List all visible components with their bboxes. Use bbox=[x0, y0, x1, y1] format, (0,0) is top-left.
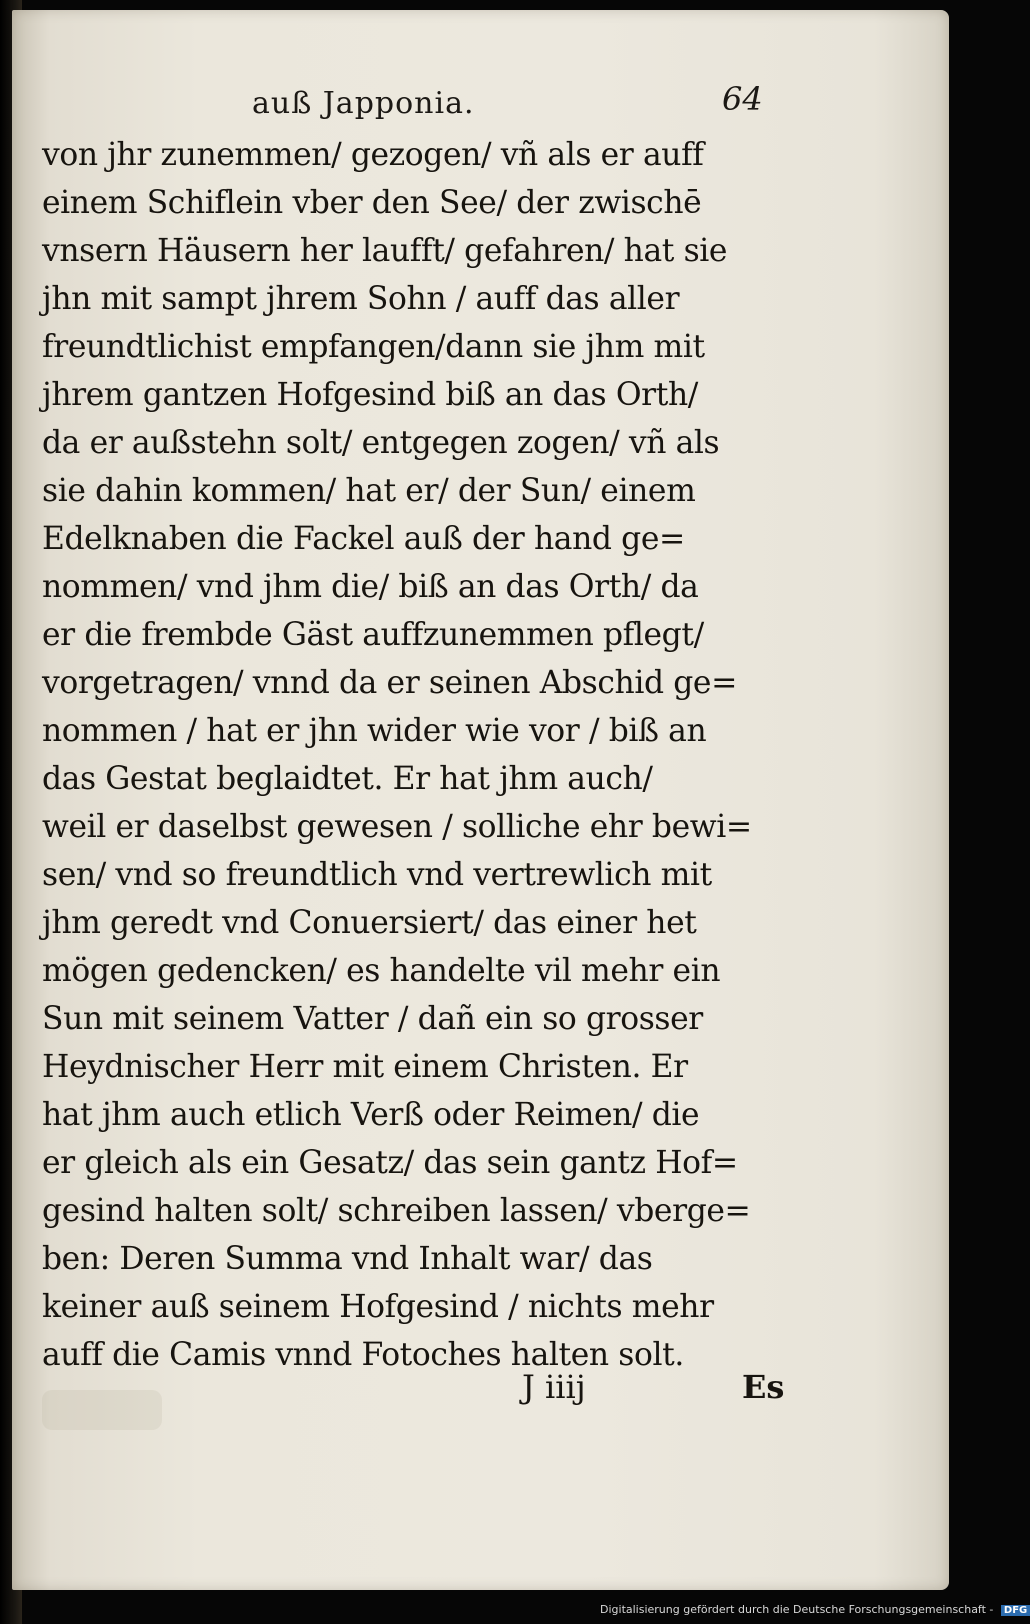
text-line: er die frembde Gäst auffzunemmen pflegt/ bbox=[42, 615, 704, 653]
text-line: das Gestat beglaidtet. Er hat jhm auch/ bbox=[42, 759, 653, 797]
body-text bbox=[42, 130, 787, 1378]
text-line: er gleich als ein Gesatz/ das sein gantz Hof= bbox=[42, 1143, 738, 1181]
page-number: 64 bbox=[722, 80, 763, 118]
book-page bbox=[12, 10, 949, 1590]
signature-mark: J iiij bbox=[522, 1368, 586, 1406]
credit-separator: - bbox=[985, 1603, 997, 1616]
text-line: Edelknaben die Fackel auß der hand ge= bbox=[42, 519, 685, 557]
text-line: da er außstehn solt/ entgegen zogen/ vñ als bbox=[42, 423, 720, 461]
text-line: freundtlichist empfangen/dann sie jhm mit bbox=[42, 327, 705, 365]
text-line: Heydnischer Herr mit einem Christen. Er bbox=[42, 1047, 688, 1085]
text-line: jhn mit sampt jhrem Sohn / auff das aller bbox=[42, 279, 680, 317]
running-head: auß Japponia. bbox=[252, 86, 475, 121]
text-line: vorgetragen/ vnnd da er seinen Abschid ge= bbox=[42, 663, 737, 701]
dfg-logo-icon: DFG bbox=[1001, 1605, 1030, 1616]
text-line: nommen / hat er jhn wider wie vor / biß an bbox=[42, 711, 707, 749]
digitization-credit bbox=[600, 1603, 1030, 1616]
catchword: Es bbox=[742, 1368, 785, 1406]
text-line: jhrem gantzen Hofgesind biß an das Orth/ bbox=[42, 375, 698, 413]
text-line: jhm geredt vnd Conuersiert/ das einer het bbox=[42, 903, 697, 941]
show-through-smudge bbox=[42, 1390, 162, 1430]
credit-text: Digitalisierung gefördert durch die Deutsche Forschungsgemeinschaft bbox=[600, 1603, 986, 1616]
text-line: keiner auß seinem Hofgesind / nichts mehr bbox=[42, 1287, 714, 1325]
text-line: ben: Deren Summa vnd Inhalt war/ das bbox=[42, 1239, 653, 1277]
text-line: auff die Camis vnnd Fotoches halten solt. bbox=[42, 1335, 684, 1373]
text-line: sen/ vnd so freundtlich vnd vertrewlich mit bbox=[42, 855, 712, 893]
text-line: von jhr zunemmen/ gezogen/ vñ als er auff bbox=[42, 135, 704, 173]
text-line: hat jhm auch etlich Verß oder Reimen/ die bbox=[42, 1095, 700, 1133]
text-line: sie dahin kommen/ hat er/ der Sun/ einem bbox=[42, 471, 696, 509]
text-line: gesind halten solt/ schreiben lassen/ vberge= bbox=[42, 1191, 751, 1229]
text-line: Sun mit seinem Vatter / dañ ein so grosser bbox=[42, 999, 703, 1037]
text-line: einem Schiflein vber den See/ der zwischē bbox=[42, 183, 702, 221]
text-line: nommen/ vnd jhm die/ biß an das Orth/ da bbox=[42, 567, 699, 605]
text-line: weil er daselbst gewesen / solliche ehr bewi= bbox=[42, 807, 752, 845]
text-line: vnsern Häusern her laufft/ gefahren/ hat sie bbox=[42, 231, 728, 269]
text-line: mögen gedencken/ es handelte vil mehr ein bbox=[42, 951, 721, 989]
